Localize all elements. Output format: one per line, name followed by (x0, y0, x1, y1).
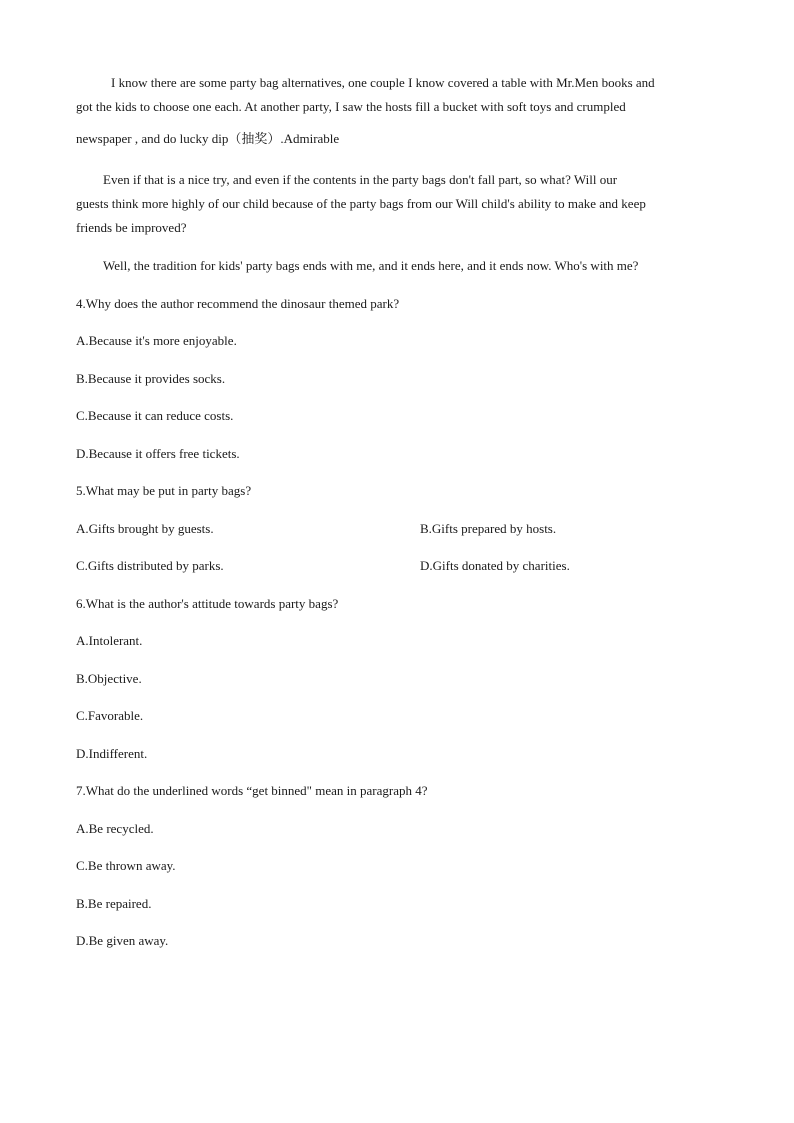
question-6-option-d[interactable]: D.Indifferent. (76, 746, 148, 761)
question-5-option-d[interactable]: D.Gifts donated by charities. (420, 558, 570, 573)
question-4-option-a[interactable]: A.Because it's more enjoyable. (76, 333, 237, 348)
question-4-option-c[interactable]: C.Because it can reduce costs. (76, 408, 234, 423)
passage-p1-line-2: got the kids to choose one each. At another party, I saw the hosts fill a bucket with soft toys and crumpled (76, 99, 626, 114)
question-6-option-a[interactable]: A.Intolerant. (76, 633, 143, 648)
question-4-stem: 4.Why does the author recommend the dinosaur themed park? (76, 296, 400, 311)
question-5-stem: 5.What may be put in party bags? (76, 483, 252, 498)
passage-p1-line-1: I know there are some party bag alternatives, one couple I know covered a table with Mr.Men books and (111, 75, 655, 90)
question-5-option-b[interactable]: B.Gifts prepared by hosts. (420, 521, 557, 536)
passage-p2-line-3: friends be improved? (76, 220, 187, 235)
question-7-option-c[interactable]: C.Be thrown away. (76, 858, 176, 873)
question-7-stem: 7.What do the underlined words “get binned" mean in paragraph 4? (76, 783, 428, 798)
question-7-option-a[interactable]: A.Be recycled. (76, 821, 154, 836)
passage-p1-line-3: newspaper , and do lucky dip（抽奖）.Admirable (76, 131, 340, 146)
question-4-option-b[interactable]: B.Because it provides socks. (76, 371, 226, 386)
question-4-option-d[interactable]: D.Because it offers free tickets. (76, 446, 240, 461)
question-6-option-b[interactable]: B.Objective. (76, 671, 142, 686)
question-7-option-d[interactable]: D.Be given away. (76, 933, 169, 948)
question-7-option-b[interactable]: B.Be repaired. (76, 896, 152, 911)
question-6-option-c[interactable]: C.Favorable. (76, 708, 144, 723)
question-6-stem: 6.What is the author's attitude towards party bags? (76, 596, 339, 611)
passage-p3: Well, the tradition for kids' party bags ends with me, and it ends here, and it ends now. Who's with me? (103, 258, 639, 273)
passage-p2-line-2: guests think more highly of our child because of the party bags from our Will child's ability to make and keep (76, 196, 646, 211)
question-5-option-c[interactable]: C.Gifts distributed by parks. (76, 558, 224, 573)
passage-p2-line-1: Even if that is a nice try, and even if the contents in the party bags don't fall part, so what? Will our (103, 172, 618, 187)
question-5-option-a[interactable]: A.Gifts brought by guests. (76, 521, 214, 536)
